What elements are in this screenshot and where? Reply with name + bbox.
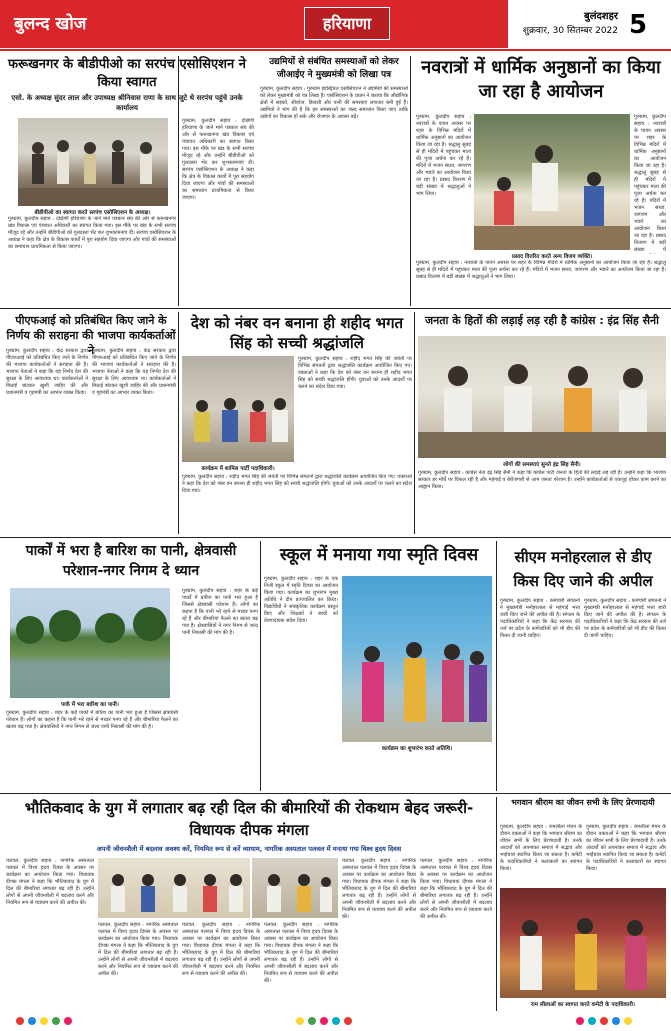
news-photo <box>98 858 250 918</box>
column-divider <box>414 312 415 534</box>
page-number: 5 <box>628 10 648 40</box>
article-headline: भौतिकवाद के युग में लगातार बढ़ रही दिल की बीमारियों की रोकथाम बेहद जरूरी-विधायक दीपक मंगला <box>24 799 474 839</box>
news-photo <box>418 336 666 458</box>
photo-caption: लोगों की समस्याएं सुनते इंद्र सिंह सैनी। <box>503 462 581 468</box>
print-registration-strip <box>0 1012 671 1024</box>
article-body: गुरुग्राम, कुलदीप सहाय : रामलीला मंचन के दौरान वक्ताओं ने कहा कि भगवान श्रीराम का जीवन सभी के लिए प्रेरणादायी है। उनके आदर्शों को अपनाकर समाज में सद्भाव और भाईचारा स्थापित किया जा सकता है। कमेटी के पदाधिकारियों ने कलाकारों का स्वागत किया। <box>586 824 666 872</box>
school-event-figures <box>342 576 492 742</box>
photo-caption: कार्यक्रम का शुभारंभ करते अतिथि। <box>381 746 453 752</box>
article-body: पलवल, कुलदीप सहाय : नागरिक अस्पताल पलवल में विश्व हृदय दिवस के अवसर पर कार्यक्रम का आयोजन किया गया। विधायक दीपक मंगला ने कहा कि भौतिकवाद के युग में दिल की बीमारियां लगातार बढ़ रही हैं। उन्होंने लोगों से अपनी जीवनशैली में बदलाव करने और नियमित रूप से व्यायाम करने की अपील की। <box>6 858 94 906</box>
article-headline: स्कूल में मनाया गया स्मृति दिवस <box>279 545 479 565</box>
article-body: गुरुग्राम, कुलदीप सहाय : नवरात्रों के पावन अवसर पर शहर के विभिन्न मंदिरों में धार्मिक अनुष्ठानों का आयोजन किया जा रहा है। श्रद्धालु सुबह से ही मंदिरों में पहुंचकर माता की पूजा अर्चना कर रहे हैं। मंदिरों में भजन संध्या, जागरण और भंडारे का आयोजन किया जा रहा है। प्रसाद वितरण में बड़ी संख्या में श्रद्धालुओं ने भाग लिया। <box>416 114 471 197</box>
edition-date: शुक्रवार, 30 सितम्बर 2022 <box>522 26 618 36</box>
news-photo <box>10 588 170 698</box>
news-photo <box>474 114 630 250</box>
header-rule <box>0 49 671 51</box>
column-divider <box>496 541 497 791</box>
brand-title: बुलन्द खोज <box>0 0 186 48</box>
article-headline: सीएम मनोहरलाल से डीए किस दिए जाने की अपील <box>513 548 653 590</box>
article-headline: देश को नंबर वन बनाना ही शहीद भगत सिंह को सच्ची श्रद्धांजलि <box>190 314 404 352</box>
ramlila-photo-figures <box>500 888 666 998</box>
flooded-park-scene <box>10 588 170 698</box>
article-body: गुरुग्राम, कुलदीप सहाय : शहर के कई पार्कों में बारिश का पानी भरा हुआ है जिससे क्षेत्रवासी परेशान हैं। लोगों का कहना है कि पानी भरे रहने से मच्छर पनप रहे हैं और बीमारियां फैलने का खतरा बढ़ गया है। क्षेत्रवासियों ने नगर निगम से जल्द पानी निकासी की मांग की है। <box>6 710 178 730</box>
photo-caption: बीडीपीओ का स्वागत करते सरपंच एसोसिएशन के अध्यक्ष। <box>34 210 151 216</box>
article-body: गुरुग्राम, कुलदीप सहाय : केंद्र सरकार द्वारा पीएफआई को प्रतिबंधित किए जाने के निर्णय की भाजपा कार्यकर्ताओं ने सराहना की है। भाजपा नेताओं ने कहा कि यह निर्णय देश की सुरक्षा के लिए आवश्यक था। कार्यकर्ताओं ने मिठाई बांटकर खुशी जाहिर की और प्रधानमंत्री व गृहमंत्री का आभार व्यक्त किया। <box>92 348 176 396</box>
photo-caption: राम लीलाओं का स्वागत करते कमेटी के पदाधिकारी। <box>530 1002 636 1008</box>
article-body: गुरुग्राम, कुलदीप सहाय : नवरात्रों के पावन अवसर पर शहर के विभिन्न मंदिरों में धार्मिक अनुष्ठानों का आयोजन किया जा रहा है। श्रद्धालु सुबह से ही मंदिरों में पहुंचकर माता की पूजा अर्चना कर रहे हैं। मंदिरों में भजन संध्या, जागरण और भंडारे का आयोजन किया जा रहा है। प्रसाद वितरण में बड़ी संख्या में <box>634 114 666 253</box>
article-body: पलवल, कुलदीप सहाय : नागरिक अस्पताल पलवल में विश्व हृदय दिवस के अवसर पर कार्यक्रम का आयोजन किया गया। विधायक दीपक मंगला ने कहा कि भौतिकवाद के युग में दिल की बीमारियां लगातार बढ़ रही हैं। उन्होंने लोगों से अपनी जीवनशैली में बदलाव करने और नियमित रूप से व्यायाम करने की अपील की। <box>264 922 338 984</box>
news-photo <box>252 858 338 918</box>
article-headline: उद्यमियों से संबंधित समस्याओं को लेकर जीआईए ने मुख्यमंत्री को लिखा पत्र <box>269 57 399 80</box>
meeting-photo-figures <box>418 336 666 458</box>
edition-info <box>508 0 618 48</box>
news-photo <box>182 356 294 462</box>
article-headline: फरूखनगर के बीडीपीओ का सरपंच एसोसिएशन ने किया स्वागत <box>8 57 246 90</box>
article-body: गुरुग्राम, कुलदीप सहाय : नवरात्रों के पावन अवसर पर शहर के विभिन्न मंदिरों में धार्मिक अनुष्ठानों का आयोजन किया जा रहा है। श्रद्धालु सुबह से ही मंदिरों में पहुंचकर माता की पूजा अर्चना कर रहे हैं। मंदिरों में भजन संध्या, जागरण और भंडारे का आयोजन किया जा रहा है। प्रसाद वितरण में बड़ी संख्या में श्रद्धालुओं ने भाग लिया। <box>416 260 666 280</box>
article-body: गुरुग्राम, कुलदीप सहाय : गुरुग्राम इंडस्ट्रियल एसोसिएशन ने उद्यमियों की समस्याओं को लेकर मुख्यमंत्री को पत्र लिखा है। एसोसिएशन के प्रधान ने बताया कि औद्योगिक क्षेत्रों में सड़कों, सीवरेज, बिजली और पानी की समस्याएं लगातार बनी हुई हैं। उद्यमियों ने मांग की है कि इन समस्याओं का जल्द समाधान किया जाए ताकि उद्योगों का विकास हो सके और रोजगार के अवसर बढ़ें। <box>260 86 408 120</box>
festival-photo-figures <box>474 114 630 250</box>
article-headline: भगवान श्रीराम का जीवन सभी के लिए प्रेरणादायी <box>511 798 655 807</box>
article-body: गुरुग्राम, कुलदीप सहाय : रामलीला मंचन के दौरान वक्ताओं ने कहा कि भगवान श्रीराम का जीवन सभी के लिए प्रेरणादायी है। उनके आदर्शों को अपनाकर समाज में सद्भाव और भाईचारा स्थापित किया जा सकता है। कमेटी के पदाधिकारियों ने कलाकारों का स्वागत किया। <box>500 824 582 872</box>
article-subheadline: एसो. के अध्यक्ष सुंदर लाल और उपाध्यक्ष श्रीनिवास राणा के साथ जुटे थे सरपंच पहुंचे उनके कार्यालय <box>11 94 243 112</box>
article-body: पलवल, कुलदीप सहाय : नागरिक अस्पताल पलवल में विश्व हृदय दिवस के अवसर पर कार्यक्रम का आयोजन किया गया। विधायक दीपक मंगला ने कहा कि भौतिकवाद के युग में दिल की बीमारियां लगातार बढ़ रही हैं। उन्होंने लोगों से अपनी जीवनशैली में बदलाव करने और नियमित रूप से व्यायाम करने की अपील की। <box>182 922 260 977</box>
article-body: गुरुग्राम, कुलदीप सहाय : कर्मचारी संगठनों ने मुख्यमंत्री मनोहरलाल से महंगाई भत्ता जारी किए जाने की अपील की है। संगठन के पदाधिकारियों ने कहा कि केंद्र सरकार की तर्ज पर प्रदेश के कर्मचारियों को भी डीए की किस्त दी जानी चाहिए। <box>584 598 666 639</box>
article-body: पलवल, कुलदीप सहाय : नागरिक अस्पताल पलवल में विश्व हृदय दिवस के अवसर पर कार्यक्रम का आयोजन किया गया। विधायक दीपक मंगला ने कहा कि भौतिकवाद के युग में दिल की बीमारियां लगातार बढ़ रही हैं। उन्होंने लोगों से अपनी जीवनशैली में बदलाव करने और नियमित रूप से व्यायाम करने की अपील की। <box>420 858 492 920</box>
photo-caption: प्रसाद वितरित करते अन्य विजय व्यक्ति। <box>511 254 593 260</box>
photo-caption: पार्क में भरा बारिश का पानी। <box>61 702 119 708</box>
article-body: गुरुग्राम, कुलदीप सहाय : कर्मचारी संगठनों ने मुख्यमंत्री मनोहरलाल से महंगाई भत्ता जारी किए जाने की अपील की है। संगठन के पदाधिकारियों ने कहा कि केंद्र सरकार की तर्ज पर प्रदेश के कर्मचारियों को भी डीए की किस्त दी जानी चाहिए। <box>500 598 580 639</box>
edition-city: बुलंदशहर <box>584 11 618 22</box>
event-photo-figures <box>182 356 294 462</box>
section-rule <box>0 793 671 794</box>
article-body: गुरुग्राम, कुलदीप सहाय : दक्षिणी हरियाणा के जाने माने पत्रकार संघ की ओर से फरूखनगर खंड विकास एवं पंचायत अधिकारी का स्वागत किया गया। इस मौके पर खंड के सभी सरपंच मौजूद रहे और उन्होंने बीडीपीओ को गुलदस्ता भेंट कर शुभकामनाएं दीं। सरपंच एसोसिएशन के अध्यक्ष ने कहा कि क्षेत्र के विकास कार्यों में पूरा सहयोग दिया जाएगा और गांवों की समस्याओं का समाधान प्राथमिकता से किया जाएगा। <box>8 216 176 250</box>
article-headline: पार्कों में भरा है बारिश का पानी, क्षेत्रवासी परेशान-नगर निगम दे ध्यान <box>25 543 237 579</box>
article-body: गुरुग्राम, कुलदीप सहाय : दक्षिणी हरियाणा के जाने माने पत्रकार संघ की ओर से फरूखनगर खंड विकास एवं पंचायत अधिकारी का स्वागत किया गया। इस मौके पर खंड के सभी सरपंच मौजूद रहे और उन्होंने बीडीपीओ को गुलदस्ता भेंट कर शुभकामनाएं दीं। सरपंच एसोसिएशन के अध्यक्ष ने कहा कि क्षेत्र के विकास कार्यों में पूरा सहयोग दिया जाएगा और गांवों की समस्याओं का समाधान प्राथमिकता से किया जाएगा। <box>182 118 254 201</box>
section-banner <box>186 0 508 48</box>
column-divider <box>260 541 261 791</box>
hospital-event-figures <box>252 858 338 918</box>
article-body: गुरुग्राम, कुलदीप सहाय : कांग्रेस नेता इंद्र सिंह सैनी ने कहा कि कांग्रेस पार्टी जनता के हितों की लड़ाई लड़ रही है। उन्होंने कहा कि भाजपा सरकार हर मोर्चे पर विफल रही है और महंगाई व बेरोजगारी से आम जनता परेशान है। उन्होंने कार्यकर्ताओं से एकजुट होकर काम करने का आह्वान किया। <box>418 470 666 490</box>
section-name: हरियाणा <box>304 7 390 40</box>
column-divider <box>178 312 179 534</box>
column-divider <box>496 797 497 1011</box>
column-divider <box>410 56 411 306</box>
article-headline: नवरात्रों में धार्मिक अनुष्ठानों का किया जा रहा है आयोजन <box>421 57 661 102</box>
article-body: गुरुग्राम, कुलदीप सहाय : शहर के कई पार्कों में बारिश का पानी भरा हुआ है जिससे क्षेत्रवासी परेशान हैं। लोगों का कहना है कि पानी भरे रहने से मच्छर पनप रहे हैं और बीमारियां फैलने का खतरा बढ़ गया है। क्षेत्रवासियों ने नगर निगम से जल्द पानी निकासी की मांग की है। <box>182 588 258 636</box>
section-rule <box>0 308 671 309</box>
hospital-event-figures <box>98 858 250 918</box>
section-rule <box>0 537 671 538</box>
news-photo <box>500 888 666 998</box>
article-headline: पीएफआई को प्रतिबंधित किए जाने के निर्णय की सराहना की भाजपा कार्यकर्ताओं ने <box>6 314 176 357</box>
news-photo <box>342 576 492 742</box>
article-body: गुरुग्राम, कुलदीप सहाय : शहीद भगत सिंह की जयंती पर विभिन्न संगठनों द्वारा श्रद्धांजलि कार्यक्रम आयोजित किए गए। वक्ताओं ने कहा कि देश को नंबर वन बनाना ही शहीद भगत सिंह को सच्ची श्रद्धांजलि होगी। युवाओं को उनके आदर्शों पर चलने का संदेश दिया गया। <box>298 356 412 390</box>
article-body: गुरुग्राम, कुलदीप सहाय : शहीद भगत सिंह की जयंती पर विभिन्न संगठनों द्वारा श्रद्धांजलि कार्यक्रम आयोजित किए गए। वक्ताओं ने कहा कि देश को नंबर वन बनाना ही शहीद भगत सिंह को सच्ची श्रद्धांजलि होगी। युवाओं को उनके आदर्शों पर चलने का संदेश दिया गया। <box>182 474 412 494</box>
group-photo-figures <box>18 118 168 206</box>
article-body: पलवल, कुलदीप सहाय : नागरिक अस्पताल पलवल में विश्व हृदय दिवस के अवसर पर कार्यक्रम का आयोजन किया गया। विधायक दीपक मंगला ने कहा कि भौतिकवाद के युग में दिल की बीमारियां लगातार बढ़ रही हैं। उन्होंने लोगों से अपनी जीवनशैली में बदलाव करने और नियमित रूप से व्यायाम करने की अपील की। <box>342 858 416 920</box>
article-subheadline: अपनी जीवनशैली में बदलाव अवश्य करें, नियमित रूप से करें व्यायाम, नागरिक अस्पताल पलवल में मनाया गया विश्व हृदय दिवस <box>96 845 402 853</box>
article-body: गुरुग्राम, कुलदीप सहाय : केंद्र सरकार द्वारा पीएफआई को प्रतिबंधित किए जाने के निर्णय की भाजपा कार्यकर्ताओं ने सराहना की है। भाजपा नेताओं ने कहा कि यह निर्णय देश की सुरक्षा के लिए आवश्यक था। कार्यकर्ताओं ने मिठाई बांटकर खुशी जाहिर की और प्रधानमंत्री व गृहमंत्री का आभार व्यक्त किया। <box>6 348 88 396</box>
article-body: पलवल, कुलदीप सहाय : नागरिक अस्पताल पलवल में विश्व हृदय दिवस के अवसर पर कार्यक्रम का आयोजन किया गया। विधायक दीपक मंगला ने कहा कि भौतिकवाद के युग में दिल की बीमारियां लगातार बढ़ रही हैं। उन्होंने लोगों से अपनी जीवनशैली में बदलाव करने और नियमित रूप से व्यायाम करने की अपील की। <box>98 922 178 977</box>
registration-dots <box>0 1015 671 1027</box>
news-photo <box>18 118 168 206</box>
photo-caption: कार्यक्रम में शामिल पार्टी पदाधिकारी। <box>201 466 275 472</box>
article-body: गुरुग्राम, कुलदीप सहाय : शहर के एक निजी स्कूल में स्मृति दिवस का आयोजन किया गया। कार्यक्रम का शुभारंभ मुख्य अतिथि ने दीप प्रज्ज्वलित कर किया। विद्यार्थियों ने सांस्कृतिक कार्यक्रम प्रस्तुत किए और शिक्षकों ने बच्चों को प्रेरणादायक संदेश दिया। <box>264 576 338 624</box>
article-headline: जनता के हितों की लड़ाई लड़ रही है कांग्रेस : इंद्र सिंह सैनी <box>425 314 659 327</box>
